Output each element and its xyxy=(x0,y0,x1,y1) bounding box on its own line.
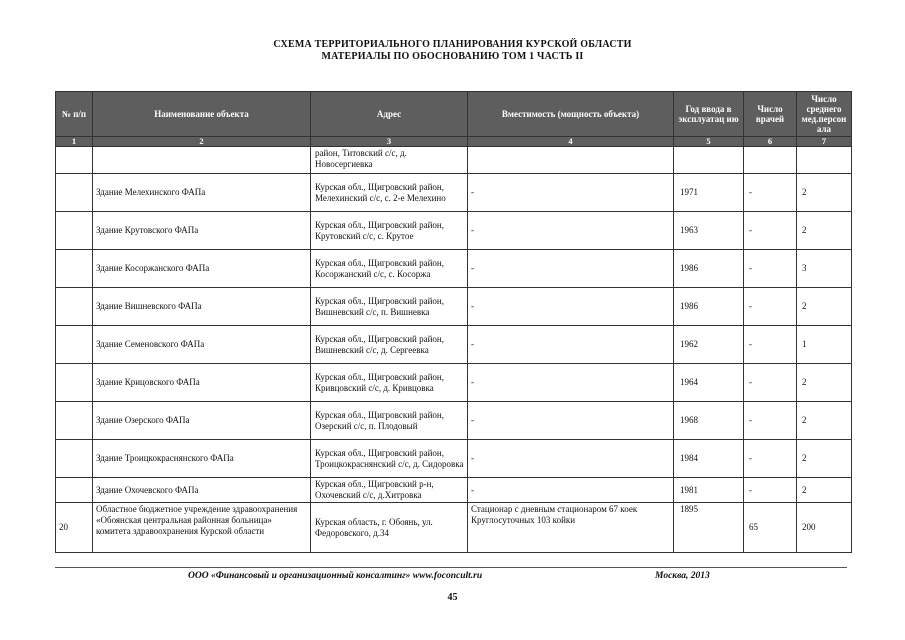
cell-doctors: - xyxy=(744,478,797,503)
cell-doctors: - xyxy=(744,288,797,326)
cell-capacity: Стационар с дневным стационаром 67 коек Круглосуточных 103 койки xyxy=(468,503,674,553)
cell-address: Курская область, г. Обоянь, ул. Федоровского, д.34 xyxy=(311,503,468,553)
cell-capacity: - xyxy=(468,478,674,503)
table-header-row xyxy=(56,92,852,137)
cell-doctors: - xyxy=(744,364,797,402)
document-header xyxy=(0,39,905,63)
cell-staff: 2 xyxy=(797,364,852,402)
cell-doctors: - xyxy=(744,440,797,478)
table-row xyxy=(56,147,852,174)
cell-year: 1984 xyxy=(674,440,744,478)
cell-num xyxy=(56,250,93,288)
cell-address: Курская обл., Щигровский район, Кривцовский с/с, д. Кривцовка xyxy=(311,364,468,402)
cell-year: 1964 xyxy=(674,364,744,402)
cell-doctors xyxy=(744,147,797,174)
cell-num xyxy=(56,288,93,326)
cell-capacity: - xyxy=(468,212,674,250)
cell-staff xyxy=(797,147,852,174)
header-staff: Число среднего мед.персон ала xyxy=(797,92,852,137)
page-number: 45 xyxy=(447,592,458,603)
cell-num xyxy=(56,478,93,503)
cell-staff: 2 xyxy=(797,212,852,250)
cell-name: Здание Косоржанского ФАПа xyxy=(93,250,311,288)
column-number: 5 xyxy=(674,137,744,147)
cell-address: Курская обл., Щигровский район, Вишневский с/с, п. Вишневка xyxy=(311,288,468,326)
footer-divider xyxy=(55,567,847,568)
cell-num xyxy=(56,212,93,250)
cell-doctors: - xyxy=(744,174,797,212)
cell-name: Здание Вишневского ФАПа xyxy=(93,288,311,326)
column-number: 7 xyxy=(797,137,852,147)
table-row xyxy=(56,402,852,440)
cell-name: Здание Охочевского ФАПа xyxy=(93,478,311,503)
cell-capacity: - xyxy=(468,326,674,364)
cell-num: 20 xyxy=(56,503,93,553)
cell-capacity: - xyxy=(468,250,674,288)
cell-capacity: - xyxy=(468,440,674,478)
cell-capacity xyxy=(468,147,674,174)
table-row xyxy=(56,503,852,553)
footer-company: ООО «Финансовый и организационный консалтинг» www.foconcult.ru xyxy=(188,571,483,581)
cell-year: 1971 xyxy=(674,174,744,212)
cell-num xyxy=(56,326,93,364)
cell-year: 1895 xyxy=(674,503,744,553)
cell-num xyxy=(56,174,93,212)
cell-name: Здание Крицовского ФАПа xyxy=(93,364,311,402)
cell-num xyxy=(56,402,93,440)
cell-year: 1981 xyxy=(674,478,744,503)
cell-capacity: - xyxy=(468,174,674,212)
table-row xyxy=(56,364,852,402)
cell-name: Здание Семеновского ФАПа xyxy=(93,326,311,364)
cell-staff: 2 xyxy=(797,478,852,503)
cell-name: Здание Крутовского ФАПа xyxy=(93,212,311,250)
cell-year: 1986 xyxy=(674,288,744,326)
cell-year: 1963 xyxy=(674,212,744,250)
cell-staff: 2 xyxy=(797,288,852,326)
table-row xyxy=(56,288,852,326)
cell-doctors: 65 xyxy=(744,503,797,553)
header-capacity: Вместимость (мощность объекта) xyxy=(468,92,674,137)
cell-staff: 200 xyxy=(797,503,852,553)
cell-staff: 2 xyxy=(797,440,852,478)
cell-doctors: - xyxy=(744,250,797,288)
cell-name: Здание Мелехинского ФАПа xyxy=(93,174,311,212)
table-row xyxy=(56,326,852,364)
cell-staff: 1 xyxy=(797,326,852,364)
cell-address: Курская обл., Щигровский район, Крутовский с/с, с. Крутое xyxy=(311,212,468,250)
header-doctors: Число врачей xyxy=(744,92,797,137)
cell-staff: 2 xyxy=(797,402,852,440)
cell-address: Курская обл., Щигровский район, Троицкокраснянский с/с, д. Сидоровка xyxy=(311,440,468,478)
table-row xyxy=(56,212,852,250)
header-title-line1: СХЕМА ТЕРРИТОРИАЛЬНОГО ПЛАНИРОВАНИЯ КУРСКОЙ ОБЛАСТИ xyxy=(273,39,632,50)
cell-address: Курская обл., Щигровский район, Вишневский с/с, д. Сергеевка xyxy=(311,326,468,364)
cell-staff: 3 xyxy=(797,250,852,288)
facilities-table xyxy=(55,91,852,553)
column-number: 6 xyxy=(744,137,797,147)
cell-year: 1968 xyxy=(674,402,744,440)
table-row xyxy=(56,478,852,503)
cell-capacity: - xyxy=(468,364,674,402)
cell-year: 1962 xyxy=(674,326,744,364)
cell-year xyxy=(674,147,744,174)
header-name: Наименование объекта xyxy=(93,92,311,137)
header-address: Адрес xyxy=(311,92,468,137)
cell-num xyxy=(56,364,93,402)
cell-num xyxy=(56,440,93,478)
cell-year: 1986 xyxy=(674,250,744,288)
cell-num xyxy=(56,147,93,174)
cell-name: Здание Троицкокраснянского ФАПа xyxy=(93,440,311,478)
table-row xyxy=(56,440,852,478)
cell-name: Областное бюджетное учреждение здравоохранения «Обоянская центральная районная больница» комитета здравоохранения Курской области xyxy=(93,503,311,553)
header-title-line2: МАТЕРИАЛЫ ПО ОБОСНОВАНИЮ ТОМ 1 ЧАСТЬ II xyxy=(321,51,584,62)
cell-address: район, Титовский с/с, д. Новосергиевка xyxy=(311,147,468,174)
column-number: 3 xyxy=(311,137,468,147)
cell-doctors: - xyxy=(744,402,797,440)
header-num: № п/п xyxy=(56,92,93,137)
facilities-table-wrapper xyxy=(55,91,851,553)
cell-address: Курская обл., Щигровский район, Озерский с/с, п. Плодовый xyxy=(311,402,468,440)
table-row xyxy=(56,250,852,288)
cell-staff: 2 xyxy=(797,174,852,212)
cell-name: Здание Озерского ФАПа xyxy=(93,402,311,440)
column-number: 4 xyxy=(468,137,674,147)
header-year: Год ввода в эксплуатац ию xyxy=(674,92,744,137)
table-row xyxy=(56,174,852,212)
footer-city-year: Москва, 2013 xyxy=(655,571,710,581)
cell-address: Курская обл., Щигровский район, Косоржанский с/с, с. Косоржа xyxy=(311,250,468,288)
cell-capacity: - xyxy=(468,402,674,440)
cell-address: Курская обл., Щигровский р-н, Охочевский с/с, д.Хитровка xyxy=(311,478,468,503)
cell-capacity: - xyxy=(468,288,674,326)
cell-address: Курская обл., Щигровский район, Мелехинский с/с, с. 2-е Мелехино xyxy=(311,174,468,212)
column-number: 1 xyxy=(56,137,93,147)
column-number-row xyxy=(56,137,852,147)
cell-doctors: - xyxy=(744,326,797,364)
column-number: 2 xyxy=(93,137,311,147)
cell-doctors: - xyxy=(744,212,797,250)
cell-name xyxy=(93,147,311,174)
